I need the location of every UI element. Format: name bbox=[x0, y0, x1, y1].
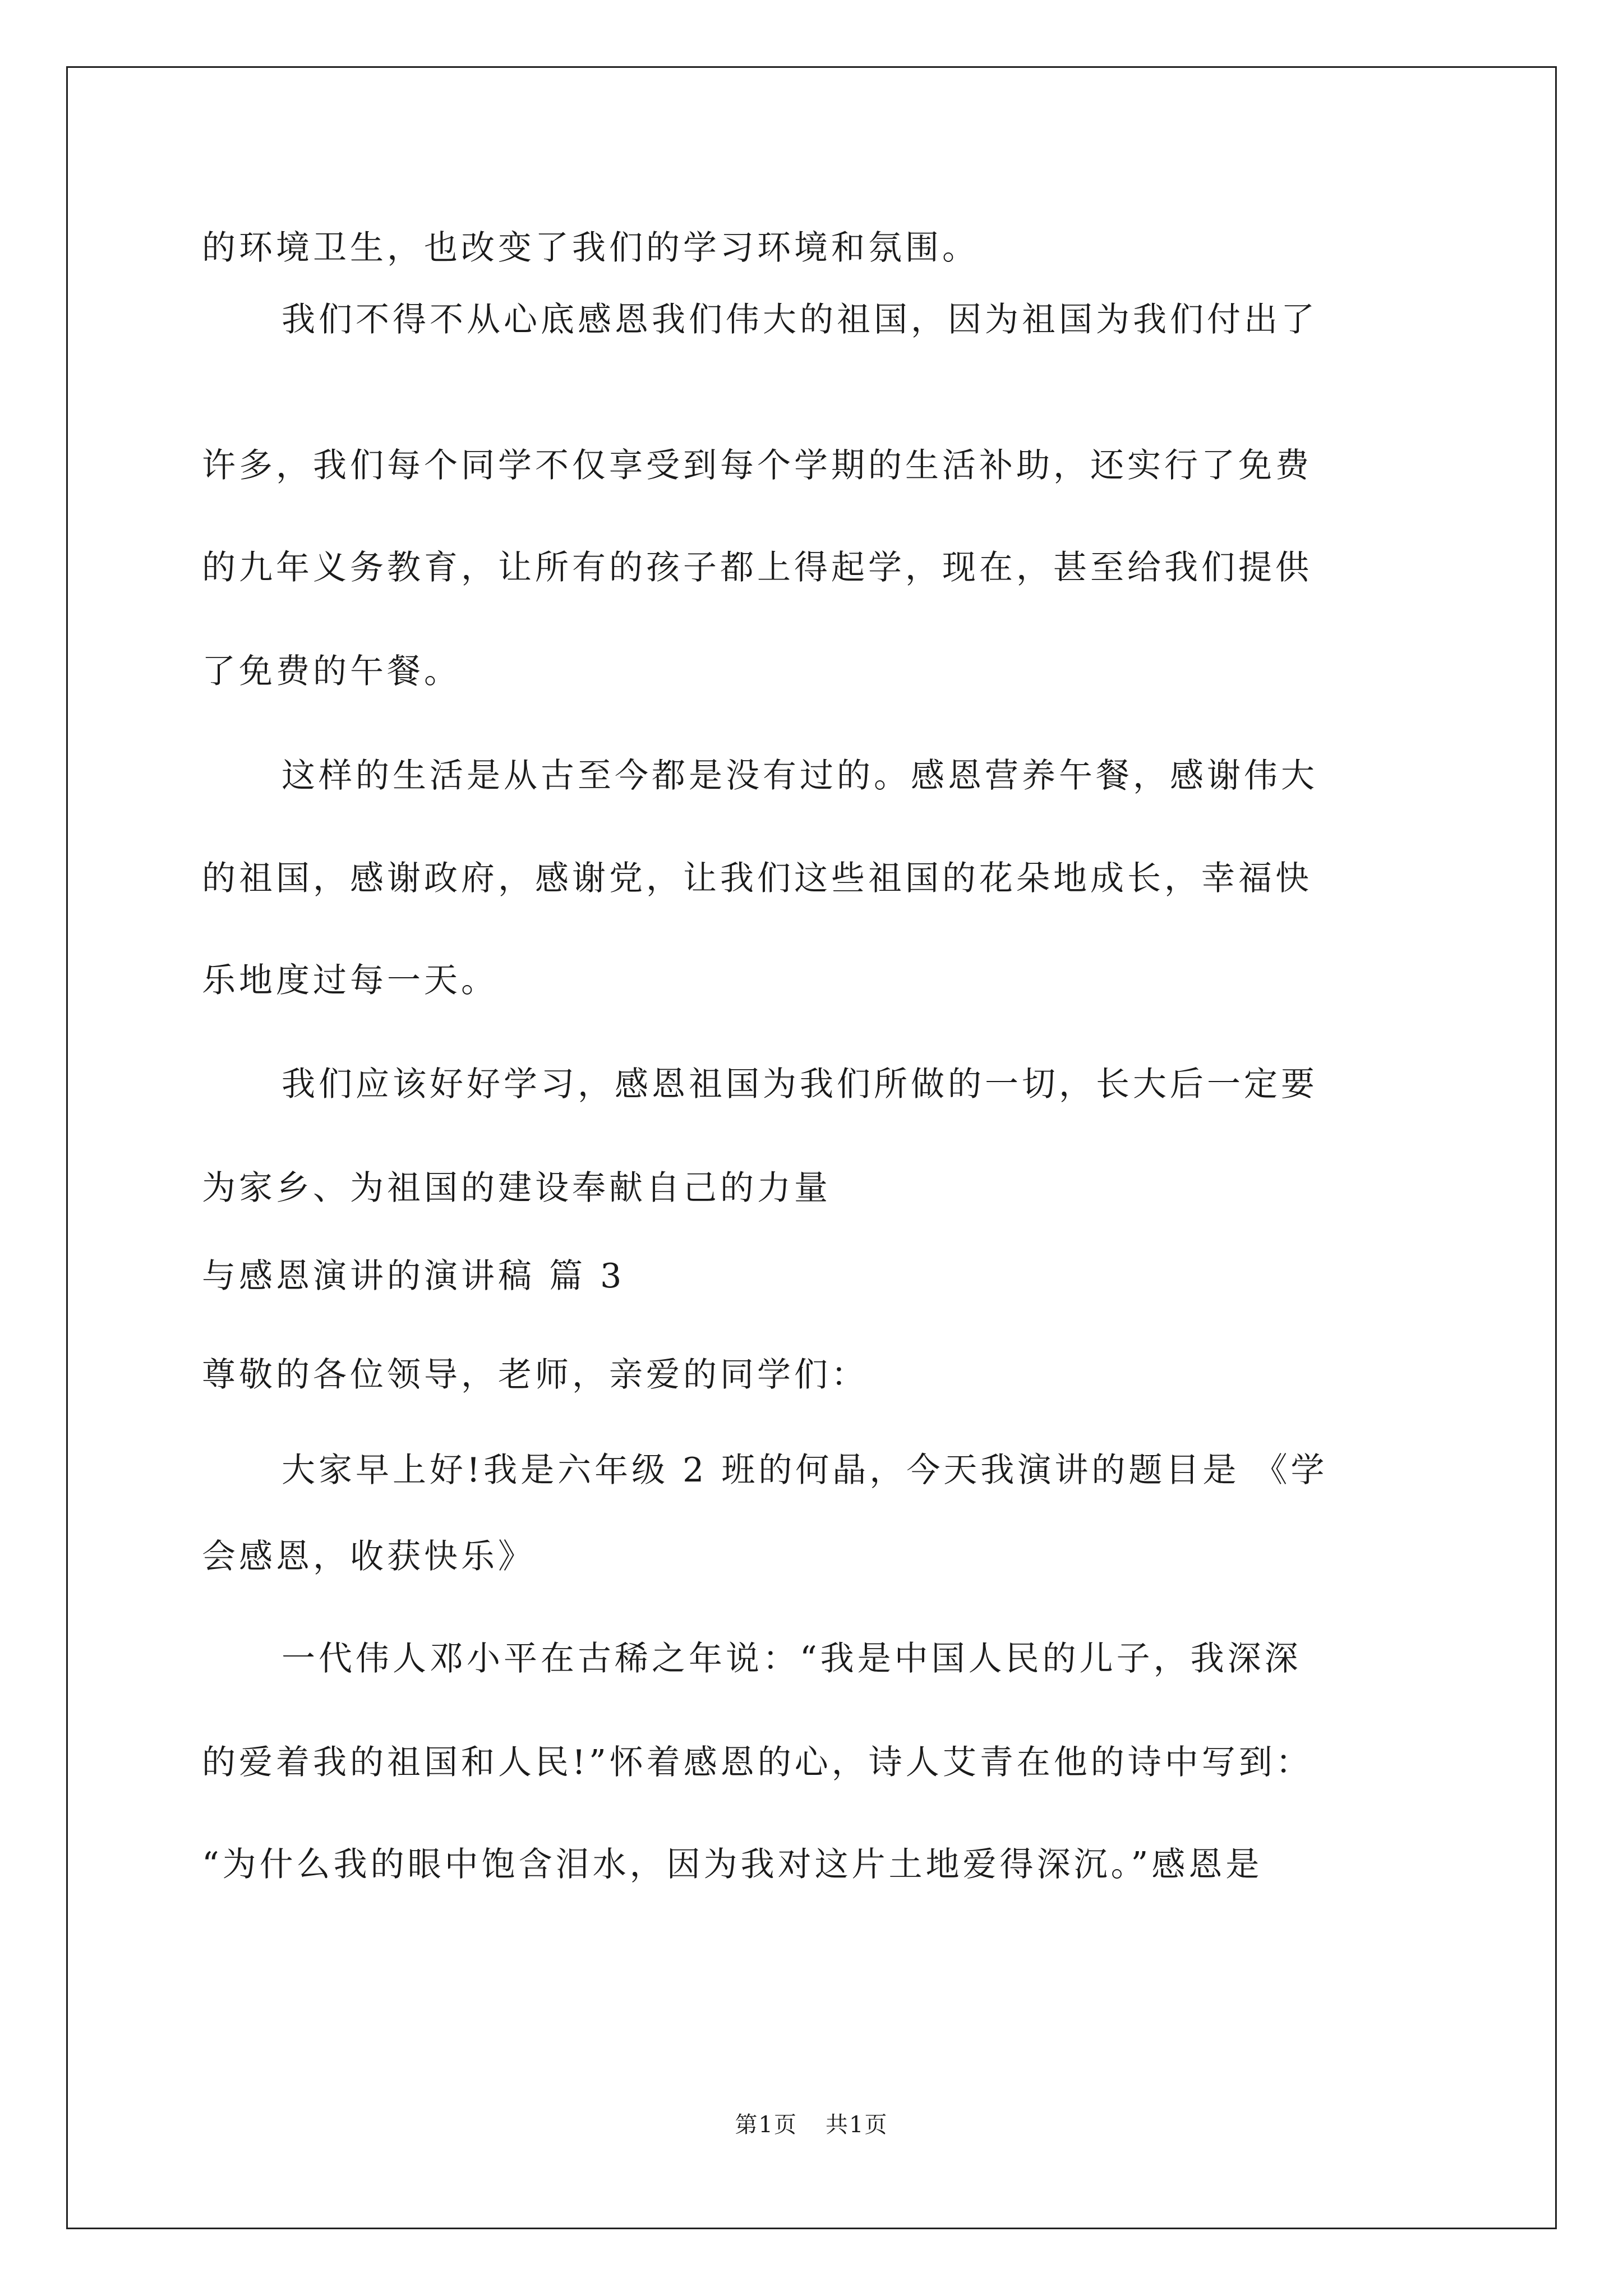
section-heading: 与感恩演讲的演讲稿 篇 3 bbox=[202, 1257, 625, 1296]
paragraph-line: 许多，我们每个同学不仅享受到每个学期的生活补助，还实行了免费 bbox=[202, 446, 1312, 485]
paragraph-line: 会感恩，收获快乐》 bbox=[202, 1537, 535, 1576]
paragraph-line: 一代伟人邓小平在古稀之年说：“我是中国人民的儿子，我深深 bbox=[282, 1639, 1302, 1678]
paragraph-line: 的环境卫生，也改变了我们的学习环境和氛围。 bbox=[202, 228, 979, 268]
paragraph-line: 我们应该好好学习，感恩祖国为我们所做的一切，长大后一定要 bbox=[282, 1065, 1318, 1104]
paragraph-line: 这样的生活是从古至今都是没有过的。感恩营养午餐，感谢伟大 bbox=[282, 756, 1318, 795]
paragraph-line: 大家早上好!我是六年级 2 班的何晶，今天我演讲的题目是 《学 bbox=[282, 1451, 1328, 1490]
salutation: 尊敬的各位领导，老师，亲爱的同学们： bbox=[202, 1355, 868, 1395]
paragraph-line: 了免费的午餐。 bbox=[202, 652, 461, 691]
paragraph-line: 我们不得不从心底感恩我们伟大的祖国，因为祖国为我们付出了 bbox=[282, 300, 1318, 339]
paragraph-line: 乐地度过每一天。 bbox=[202, 961, 498, 1000]
page-number: 第1页 bbox=[735, 2112, 797, 2138]
page-total: 共1页 bbox=[826, 2112, 888, 2138]
paragraph-line: 的祖国，感谢政府，感谢党，让我们这些祖国的花朵地成长，幸福快 bbox=[202, 859, 1312, 898]
page-footer bbox=[0, 2109, 1623, 2141]
paragraph-line: 的九年义务教育，让所有的孩子都上得起学，现在，甚至给我们提供 bbox=[202, 548, 1312, 587]
paragraph-line: “为什么我的眼中饱含泪水，因为我对这片土地爱得深沉。”感恩是 bbox=[202, 1845, 1263, 1884]
paragraph-line: 为家乡、为祖国的建设奉献自己的力量 bbox=[202, 1168, 831, 1208]
paragraph-line: 的爱着我的祖国和人民!”怀着感恩的心，诗人艾青在他的诗中写到： bbox=[202, 1743, 1313, 1782]
page-border bbox=[66, 66, 1557, 2229]
